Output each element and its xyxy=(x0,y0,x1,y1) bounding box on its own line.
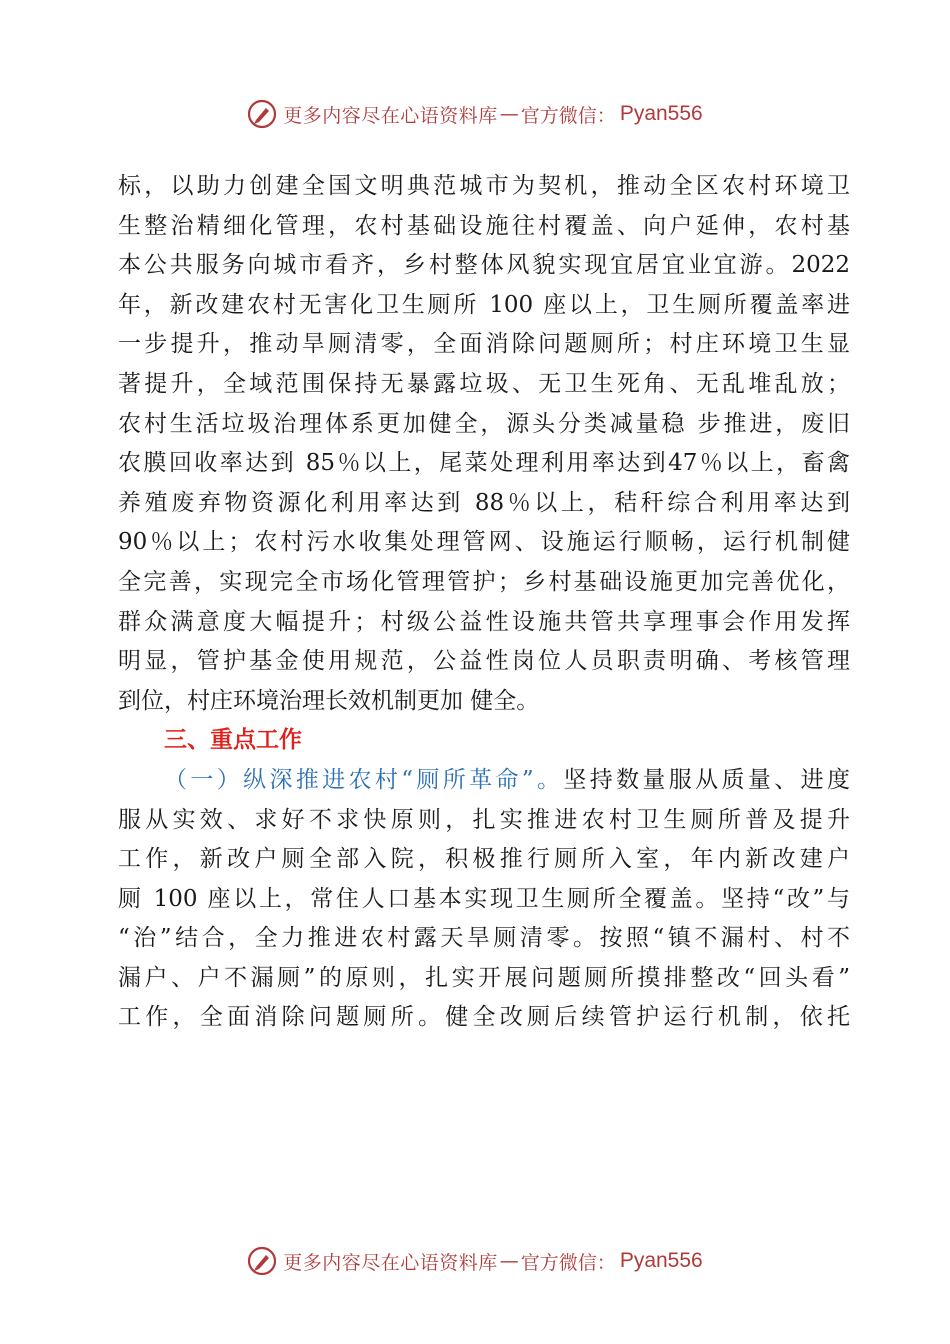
text-line: 著提升，全域范围保持无暴露垃圾、无卫生死角、无乱堆乱放； xyxy=(118,370,850,397)
text-line: 服从实效、求好不求快原则，扎实推进农村卫生厕所普及提升 xyxy=(118,806,850,833)
text-line: 全完善，实现完全市场化管理管护；乡村基础设施更加完善优化， xyxy=(118,568,850,595)
subsection-1 xyxy=(118,761,850,1038)
text-line: 本公共服务向城市看齐，乡村整体风貌实现宜居宜业宜游。2022 xyxy=(118,252,850,279)
text-line: 生整治精细化管理，农村基础设施往村覆盖、向户延伸，农村基 xyxy=(118,212,850,239)
subsection-first-line xyxy=(118,761,850,801)
text-line: 90％以上；农村污水收集处理管网、设施运行顺畅，运行机制健 xyxy=(118,529,850,556)
subsection-first-line-text: 坚持数量服从质量、进度 xyxy=(563,766,850,793)
banner-wechat-id: Pyan556 xyxy=(619,1249,703,1272)
banner-wechat-label: 官方微信： xyxy=(520,104,616,127)
text-line: 群众满意度大幅提升；村级公益性设施共管共享理事会作用发挥 xyxy=(118,608,850,635)
text-line: 农村生活垃圾治理体系更加健全，源头分类减量稳 步推进，废旧 xyxy=(118,410,850,437)
text-line: 工作，全面消除问题厕所。健全改厕后续管护运行机制，依托 xyxy=(118,1004,850,1031)
banner-separator: — xyxy=(499,1250,519,1272)
paragraph-1 xyxy=(118,167,850,721)
banner-wechat-label: 官方微信： xyxy=(520,1251,616,1274)
pen-nib-logo-icon xyxy=(247,1246,277,1276)
text-line: 养殖废弃物资源化利用率达到 88％以上，秸秆综合利用率达到 xyxy=(118,489,850,516)
text-line: 工作，新改户厕全部入院，积极推行厕所入室，年内新改建户 xyxy=(118,846,850,873)
subsection-title: （一）纵深推进农村“厕所革命”。 xyxy=(164,766,564,793)
banner-separator: — xyxy=(499,103,519,125)
text-line: 漏户、户不漏厕”的原则，扎实开展问题厕所摸排整改“回头看” xyxy=(118,964,850,991)
footer-banner xyxy=(0,1241,950,1281)
text-line: “治”结合，全力推进农村露天旱厕清零。按照“镇不漏村、村不 xyxy=(118,925,850,952)
text-line: 厕 100 座以上，常住人口基本实现卫生厕所全覆盖。坚持“改”与 xyxy=(118,885,850,912)
pen-nib-logo-icon xyxy=(247,99,277,129)
text-line: 一步提升，推动旱厕清零，全面消除问题厕所；村庄环境卫生显 xyxy=(118,331,850,358)
text-line: 明显，管护基金使用规范，公益性岗位人员职责明确、考核管理 xyxy=(118,648,850,675)
text-line: 农膜回收率达到 85％以上，尾菜处理利用率达到47％以上，畜禽 xyxy=(118,450,850,477)
document-body xyxy=(118,167,850,1038)
banner-text: 更多内容尽在心语资料库 xyxy=(283,104,498,127)
banner-wechat-id: Pyan556 xyxy=(619,102,703,125)
section-heading: 三、重点工作 xyxy=(164,727,302,754)
banner-text: 更多内容尽在心语资料库 xyxy=(283,1251,498,1274)
header-banner xyxy=(0,94,950,134)
text-line: 年，新改建农村无害化卫生厕所 100 座以上，卫生厕所覆盖率进 xyxy=(118,291,850,318)
text-line: 到位，村庄环境治理长效机制更加 健全。 xyxy=(118,687,540,714)
text-line: 标，以助力创建全国文明典范城市为契机，推动全区农村环境卫 xyxy=(118,173,850,199)
